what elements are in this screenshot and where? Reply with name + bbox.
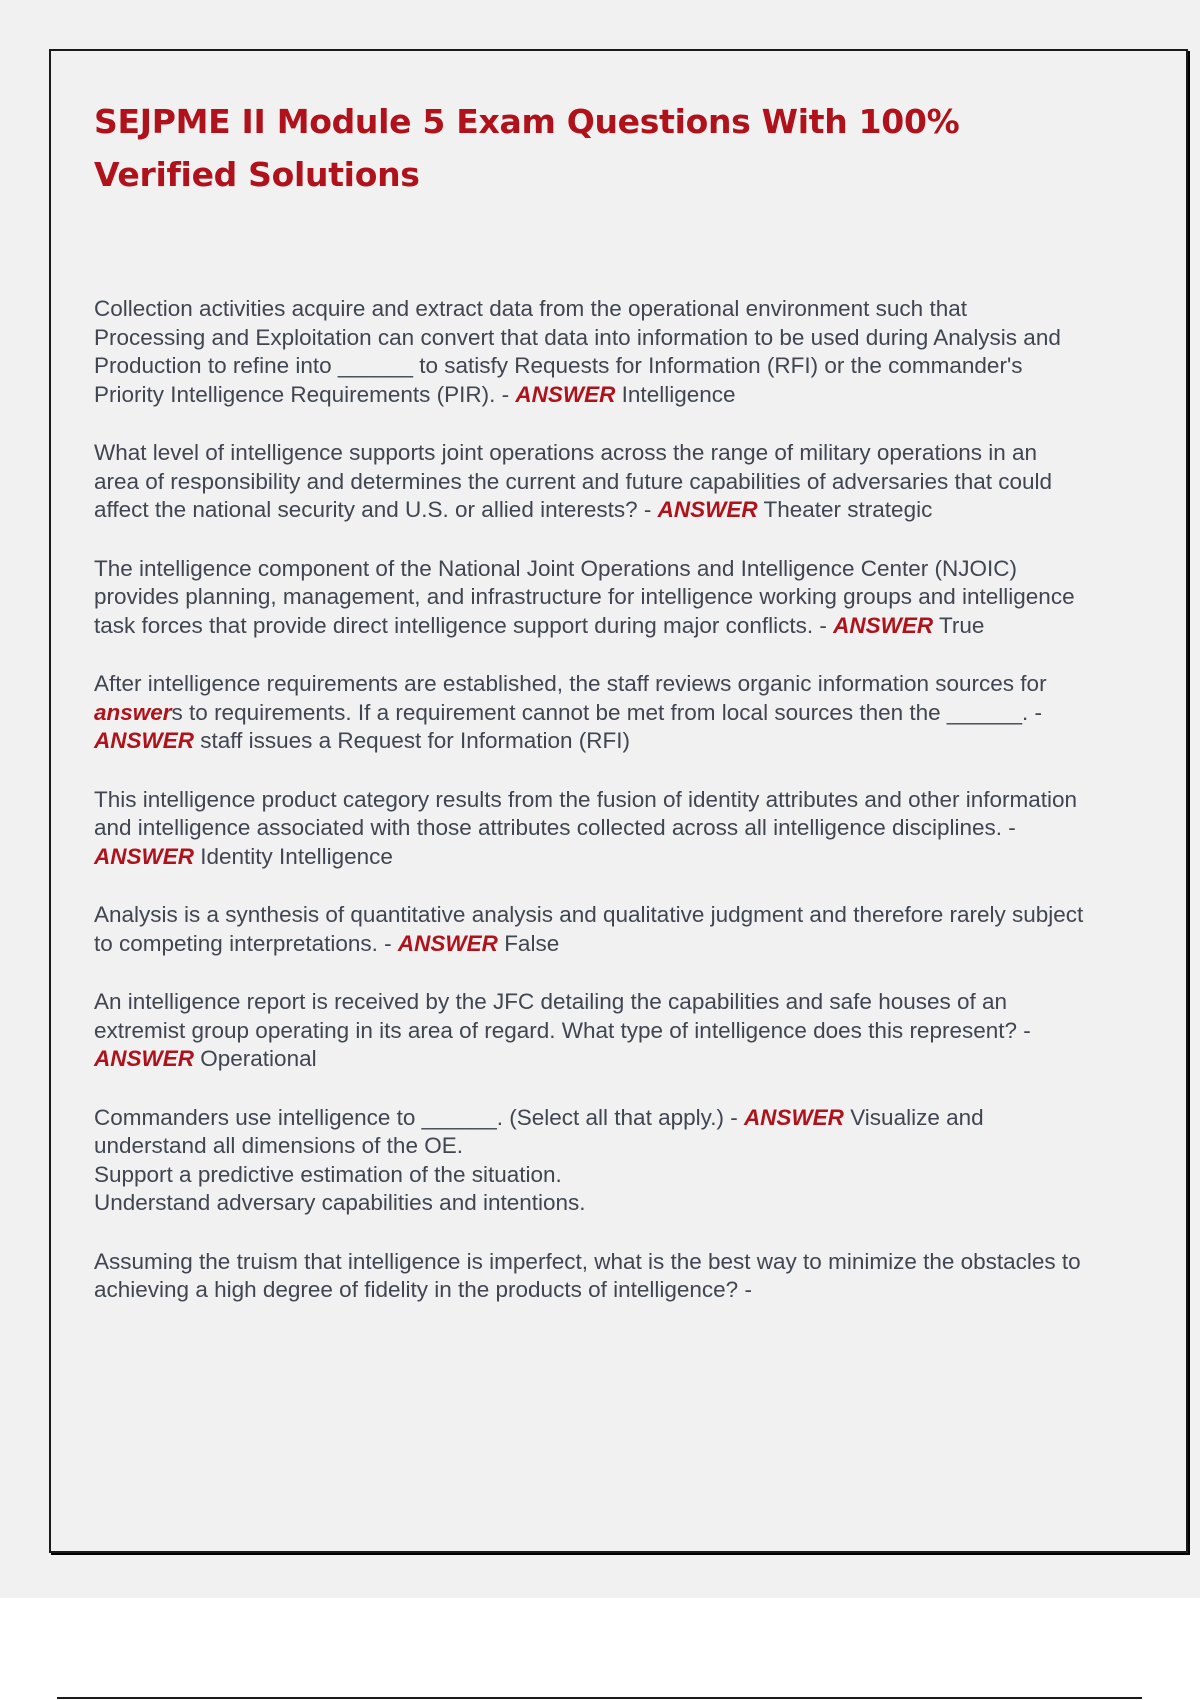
qa-item <box>94 555 1084 641</box>
separator: - <box>495 381 516 407</box>
qa-list <box>94 295 1084 1305</box>
bottom-divider <box>57 1697 1142 1699</box>
separator: - <box>1002 815 1016 840</box>
answer-label: ANSWER <box>94 843 194 869</box>
answer-text: Intelligence <box>621 381 736 407</box>
qa-item <box>94 786 1084 872</box>
separator: - <box>377 930 398 956</box>
answer-text: Support a predictive estimation of the situation. <box>94 1161 562 1187</box>
answer-text: True <box>938 612 985 638</box>
answer-text: Understand adversary capabilities and intentions. <box>94 1190 586 1215</box>
answer-label: ANSWER <box>397 930 498 956</box>
answer-text: False <box>504 930 560 956</box>
answer-label: ANSWER <box>657 497 758 522</box>
separator: - <box>1028 699 1043 725</box>
question-text: Assuming the truism that intelligence is imperfect, what is the best way to minimize the obstacles to achieving a high degree of fidelity in the products of intelligence? <box>94 1248 1081 1302</box>
highlighted-word: answer <box>94 699 172 725</box>
answer-label: ANSWER <box>743 1104 844 1130</box>
separator: - <box>637 497 658 522</box>
document-title: SEJPME II Module 5 Exam Questions With 100% Verified Solutions <box>94 102 960 194</box>
question-text: Commanders use intelligence to ______. (Select all that apply.) <box>94 1104 724 1130</box>
qa-item <box>94 988 1084 1074</box>
answer-text: Visualize and understand all dimensions of the OE. <box>94 1104 984 1158</box>
question-text: The intelligence component of the National Joint Operations and Intelligence Center (NJOIC) provides planning, management, and infrastructure for intelligence working groups and intelligence task forces that provide direct intelligence support during major conflicts. <box>94 555 1075 638</box>
separator: - <box>738 1277 752 1302</box>
answer-label: ANSWER <box>515 381 616 407</box>
answer-text: Operational <box>200 1046 317 1071</box>
question-text: Collection activities acquire and extract data from the operational environment such that Processing and Exploitation can convert that data into information to be used during Analysis and Production to refine into ______ to satisfy Requests for Information (RFI) or the commander's Priority Intelligence Requirements (PIR). <box>94 296 1061 407</box>
answer-text: staff issues a Request for Information (RFI) <box>200 728 631 753</box>
answer-label: ANSWER <box>94 728 194 753</box>
qa-item <box>94 670 1084 756</box>
qa-item <box>94 295 1084 409</box>
qa-item <box>94 1104 1084 1218</box>
qa-item <box>94 439 1084 525</box>
question-text: s to requirements. If a requirement cannot be met from local sources then the ______. <box>171 699 1029 725</box>
separator: - <box>813 612 834 638</box>
question-text: After intelligence requirements are established, the staff reviews organic information sources for <box>94 671 1047 696</box>
answer-text: Theater strategic <box>763 497 933 522</box>
answer-label: ANSWER <box>833 612 934 638</box>
question-text: What level of intelligence supports joint operations across the range of military operations in an area of responsibility and determines the current and future capabilities of adversaries that could affect the national security and U.S. or allied interests? <box>94 440 1053 522</box>
question-text: Analysis is a synthesis of quantitative analysis and qualitative judgment and therefore rarely subject to competing interpretations. <box>94 902 1084 956</box>
question-text: This intelligence product category results from the fusion of identity attributes and other information and intelligence associated with those attributes collected across all intelligence disciplines. <box>94 786 1078 840</box>
answer-text: Identity Intelligence <box>200 843 393 869</box>
question-text: An intelligence report is received by the JFC detailing the capabilities and safe houses of an extremist group operating in its area of regard. What type of intelligence does this represent? <box>94 989 1018 1043</box>
separator: - <box>723 1104 744 1130</box>
qa-item <box>94 901 1084 958</box>
separator: - <box>1017 1017 1031 1043</box>
qa-item <box>94 1248 1084 1305</box>
answer-label: ANSWER <box>94 1046 194 1071</box>
